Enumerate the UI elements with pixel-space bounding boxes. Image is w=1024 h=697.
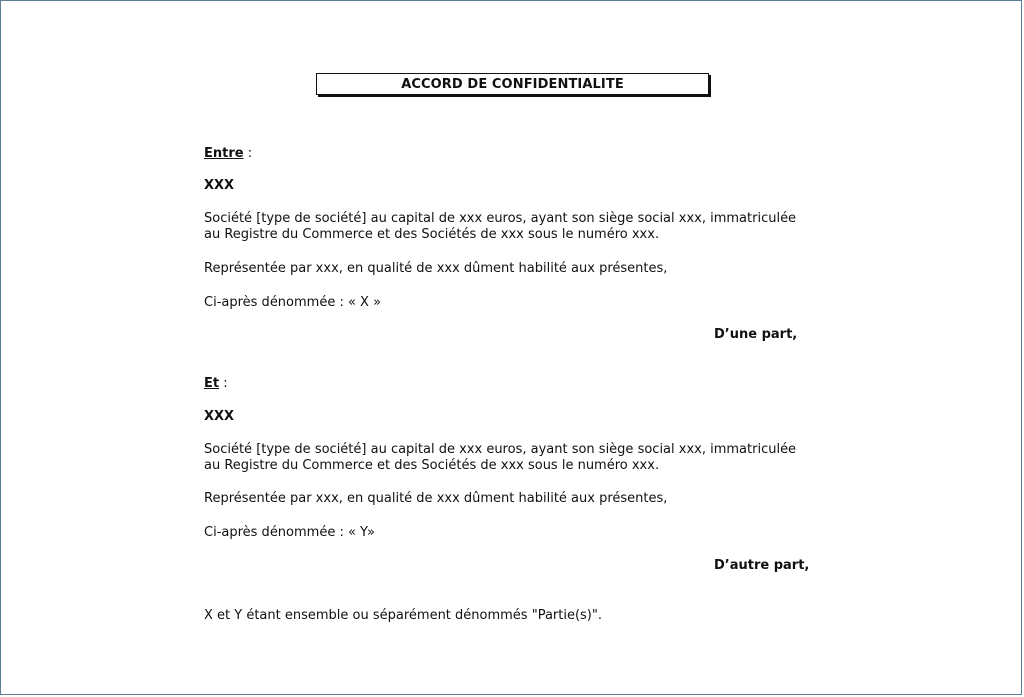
party1-heading-line (204, 146, 252, 162)
party1-heading-suffix: : (243, 146, 253, 161)
party2-closing: D’autre part, (714, 558, 810, 573)
party2-company-line1: Société [type de société] au capital de xxx euros, ayant son siège social xxx, immatriculée (204, 442, 797, 457)
party2-represented: Représentée par xxx, en qualité de xxx dûment habilité aux présentes, (204, 491, 668, 506)
document-title: ACCORD DE CONFIDENTIALITE (401, 76, 624, 92)
document-title-box (316, 73, 709, 95)
party2-heading-suffix: : (219, 376, 228, 391)
party1-designation: Ci-après dénommée : « X » (204, 295, 382, 310)
party1-name: XXX (204, 178, 235, 193)
party1-heading: Entre (204, 146, 244, 161)
party2-company-line2: au Registre du Commerce et des Sociétés de xxx sous le numéro xxx. (204, 458, 660, 473)
party1-closing: D’une part, (714, 327, 798, 342)
party2-designation: Ci-après dénommée : « Y» (204, 525, 376, 540)
party1-represented: Représentée par xxx, en qualité de xxx dûment habilité aux présentes, (204, 261, 668, 276)
party2-heading-line (204, 376, 228, 392)
party2-name: XXX (204, 409, 235, 424)
party1-company-line1: Société [type de société] au capital de xxx euros, ayant son siège social xxx, immatriculée (204, 211, 797, 226)
parties-definition: X et Y étant ensemble ou séparément dénommés "Partie(s)". (204, 608, 602, 623)
party2-heading: Et (204, 376, 220, 391)
party1-company-line2: au Registre du Commerce et des Sociétés de xxx sous le numéro xxx. (204, 227, 660, 242)
